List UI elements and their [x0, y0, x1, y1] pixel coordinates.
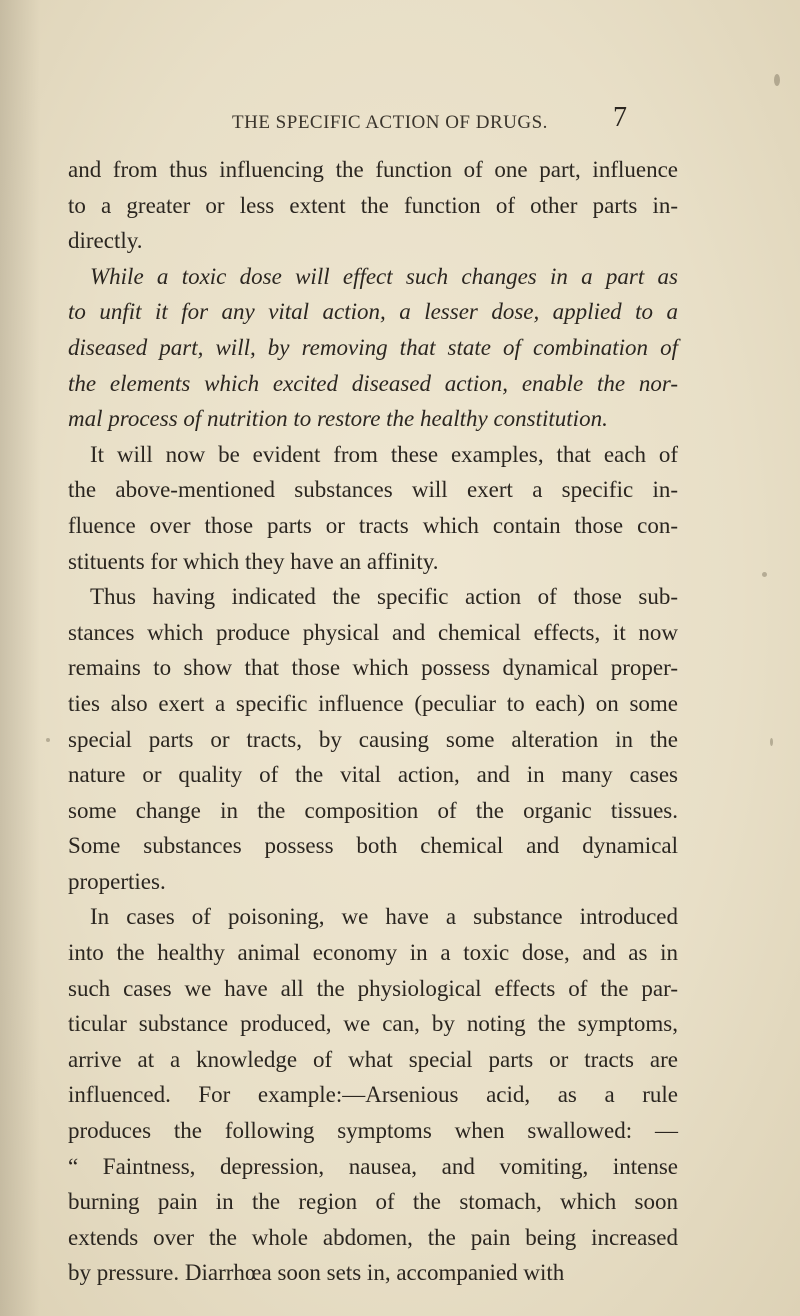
text-line: remains to show that those which possess dynamical proper- — [68, 655, 678, 681]
text-line: mal process of nutrition to restore the healthy constitution. — [68, 406, 608, 432]
text-line: properties. — [68, 868, 166, 894]
text-line: special parts or tracts, by causing some alteration in the — [68, 726, 678, 752]
text-line: fluence over those parts or tracts which contain those con- — [68, 512, 678, 538]
ink-speck — [762, 572, 767, 577]
running-head: THE SPECIFIC ACTION OF DRUGS. — [232, 112, 548, 133]
paragraph — [68, 259, 678, 437]
text-line: the above-mentioned substances will exert a specific in- — [68, 477, 678, 503]
text-line: burning pain in the region of the stomach, which soon — [68, 1189, 678, 1215]
text-line: to a greater or less extent the function of other parts in- — [68, 192, 678, 218]
text-line: extends over the whole abdomen, the pain being increased — [68, 1224, 678, 1250]
text-line: influenced. For example:—Arsenious acid, as a rule — [68, 1082, 678, 1108]
page-number: 7 — [613, 102, 627, 133]
page-header — [0, 102, 800, 142]
text-line: nature or quality of the vital action, and in many cases — [68, 762, 678, 788]
text-line: such cases we have all the physiological effects of the par- — [68, 975, 678, 1001]
text-line: While a toxic dose will effect such changes in a part as — [90, 263, 678, 289]
ink-speck — [770, 738, 773, 746]
text-line: and from thus influencing the function of one part, influence — [68, 157, 678, 182]
text-line: to unfit it for any vital action, a lesser dose, applied to a — [68, 299, 678, 325]
ink-speck — [774, 74, 780, 86]
text-line: some change in the composition of the organic tissues. — [68, 797, 678, 823]
text-line: the elements which excited diseased action, enable the nor- — [68, 370, 678, 396]
paragraph — [68, 437, 678, 579]
text-line: directly. — [68, 228, 143, 254]
body-text — [68, 152, 678, 1291]
paragraph — [68, 579, 678, 899]
paragraph — [68, 899, 678, 1291]
text-line: stituents for which they have an affinity. — [68, 548, 439, 574]
text-line: ticular substance produced, we can, by noting the symptoms, — [68, 1011, 678, 1037]
text-line: In cases of poisoning, we have a substance introduced — [90, 904, 678, 930]
text-line: ties also exert a specific influence (peculiar to each) on some — [68, 690, 678, 716]
paragraph — [68, 152, 678, 259]
text-line: into the healthy animal economy in a toxic dose, and as in — [68, 940, 678, 966]
text-line: stances which produce physical and chemical effects, it now — [68, 619, 678, 645]
text-line: produces the following symptoms when swallowed: — — [68, 1118, 678, 1144]
text-line: diseased part, will, by removing that state of combination of — [68, 334, 678, 360]
ink-speck — [46, 738, 50, 742]
text-line: “ Faintness, depression, nausea, and vomiting, intense — [68, 1153, 678, 1179]
text-line: It will now be evident from these examples, that each of — [90, 441, 678, 467]
text-line: Some substances possess both chemical and dynamical — [68, 833, 678, 859]
text-line: by pressure. Diarrhœa soon sets in, accompanied with — [68, 1260, 565, 1286]
text-line: arrive at a knowledge of what special parts or tracts are — [68, 1046, 678, 1072]
text-line: Thus having indicated the specific action of those sub- — [90, 584, 678, 610]
page-edge-shadow — [0, 0, 40, 1316]
